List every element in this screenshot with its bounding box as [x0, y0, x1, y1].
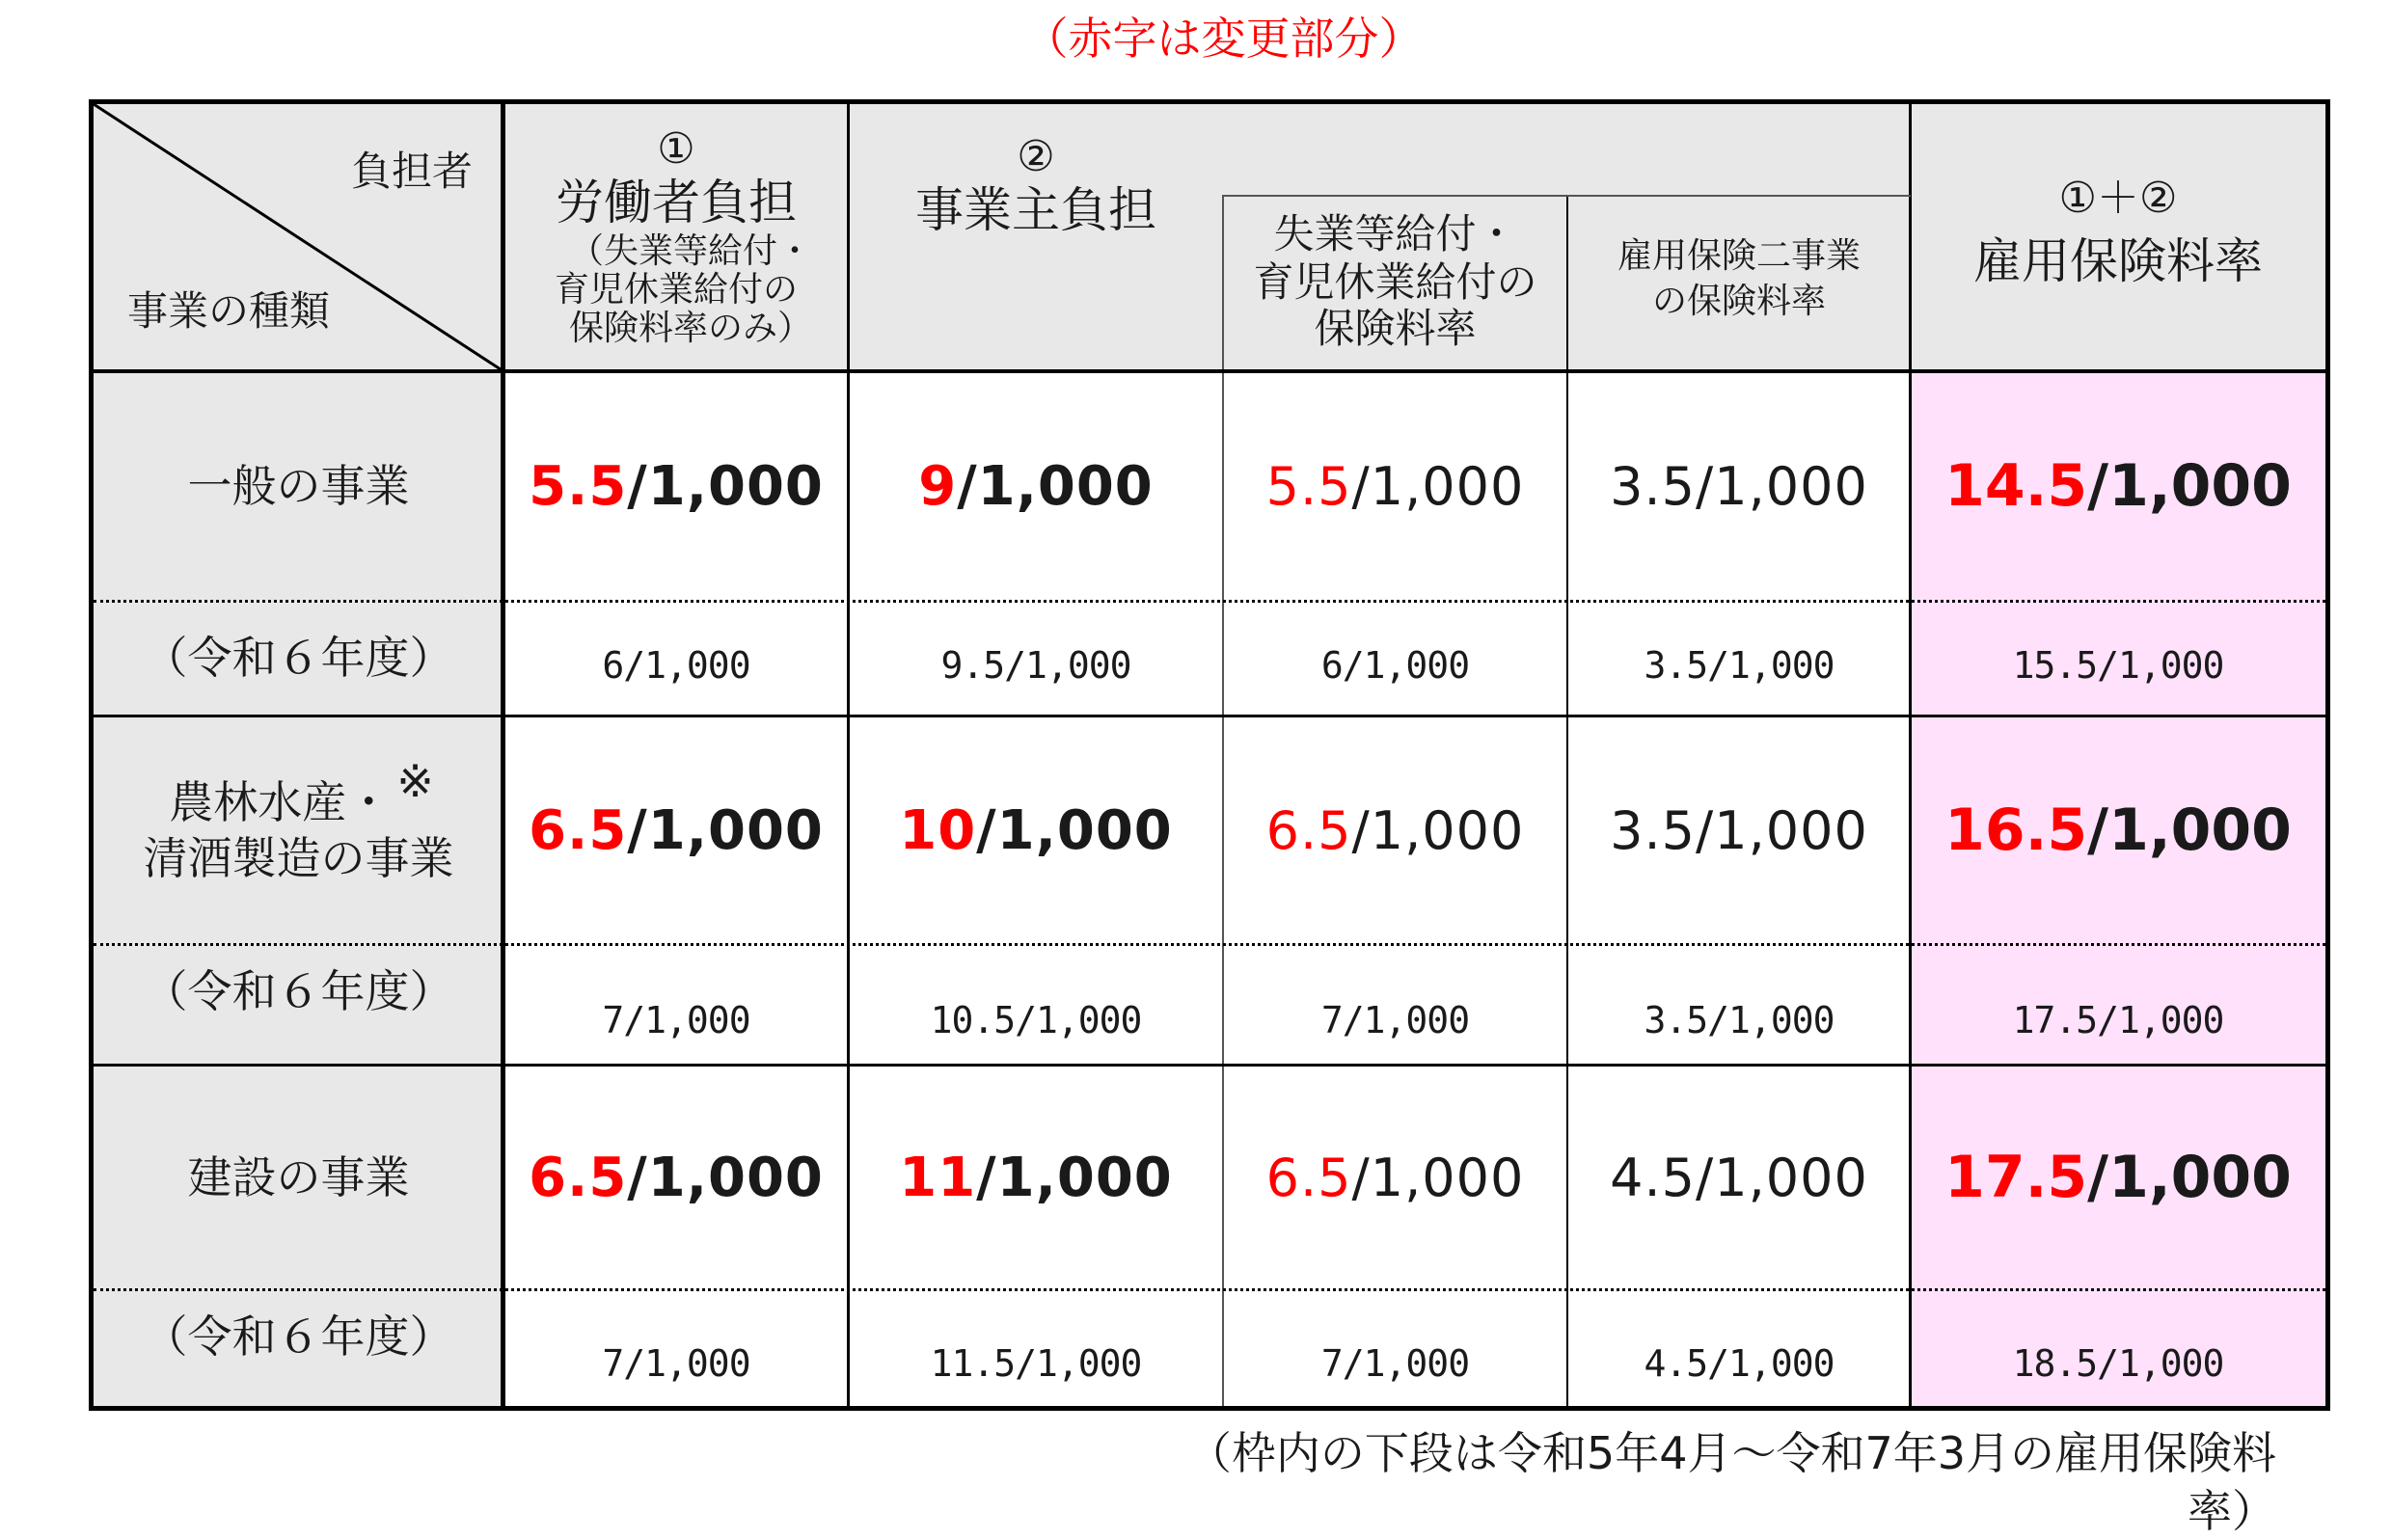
row2-prev-employer: 10.5/1,000: [930, 999, 1142, 1041]
category-agriculture: [94, 717, 503, 943]
row3-prev-employer: 11.5/1,000: [930, 1342, 1142, 1385]
worker-sub2: 育児休業給付の: [554, 270, 798, 310]
row1-prev-total: 15.5/1,000: [2012, 643, 2224, 687]
row1-prev-unemployment: 6/1,000: [1320, 643, 1470, 687]
two-projects-sub2: の保険料率: [1651, 282, 1826, 321]
row1-prev-employer: 9.5/1,000: [940, 643, 1131, 687]
row2-prev-unemployment: 7/1,000: [1320, 999, 1470, 1041]
category-agriculture-line1: 農林水産・: [169, 776, 392, 828]
asterisk-mark: ※: [396, 755, 434, 807]
two-projects-sub1: 雇用保険二事業: [1617, 236, 1861, 276]
row2-total-rate: 16.5 /1,000: [1944, 797, 2292, 864]
row3-employer-rate: 11 /1,000: [899, 1146, 1173, 1209]
row3-total-rate: 17.5 /1,000: [1944, 1144, 2292, 1211]
employer-title: 事業主負担: [915, 182, 1156, 238]
row1-prev-label: （令和６年度）: [143, 632, 454, 684]
row1-worker-rate: 5.5 /1,000: [529, 454, 824, 518]
row1-prev-two-projects: 3.5/1,000: [1644, 643, 1835, 687]
category-construction: 建設の事業: [187, 1151, 410, 1203]
row1-employer-rate: 9 /1,000: [918, 454, 1154, 518]
worker-mark: ①: [657, 124, 695, 174]
row1-prev-worker: 6/1,000: [602, 643, 750, 687]
total-mark: ①＋②: [2058, 174, 2178, 223]
row2-prev-two-projects: 3.5/1,000: [1644, 999, 1835, 1041]
row3-prev-unemployment: 7/1,000: [1320, 1342, 1470, 1385]
worker-title: 労働者負担: [556, 175, 797, 230]
category-general: 一般の事業: [187, 460, 410, 512]
row3-prev-label: （令和６年度）: [143, 1310, 454, 1363]
grid-line: [1222, 195, 1911, 197]
changes-note: （赤字は変更部分）: [1023, 13, 1424, 65]
unemployment-sub1: 失業等給付・: [1273, 210, 1517, 257]
row1-unemployment-rate: 5.5 /1,000: [1265, 455, 1525, 517]
worker-sub3: 保険料率のみ）: [568, 309, 812, 348]
employer-mark: ②: [1017, 132, 1055, 181]
corner-business-label: 事業の種類: [126, 287, 330, 335]
insurance-rate-table: [89, 99, 2330, 1411]
row2-prev-label: （令和６年度）: [143, 965, 454, 1017]
total-title: 雇用保険料率: [1973, 233, 2263, 289]
row3-two-projects-rate: 4.5/1,000: [1610, 1147, 1868, 1208]
row2-worker-rate: 6.5 /1,000: [529, 798, 824, 862]
category-agriculture-line2: 清酒製造の事業: [143, 832, 454, 884]
bottom-note: （枠内の下段は令和5年4月～令和7年3月の雇用保険料率）: [1186, 1427, 2276, 1537]
row2-prev-worker: 7/1,000: [602, 999, 750, 1041]
row3-prev-worker: 7/1,000: [602, 1342, 750, 1385]
corner-burden-label: 負担者: [350, 148, 473, 195]
row1-total-rate: 14.5 /1,000: [1944, 452, 2292, 520]
row2-two-projects-rate: 3.5/1,000: [1610, 799, 1868, 861]
row1-two-projects-rate: 3.5/1,000: [1610, 455, 1868, 517]
row3-prev-total: 18.5/1,000: [2012, 1342, 2224, 1385]
row3-prev-two-projects: 4.5/1,000: [1644, 1342, 1835, 1385]
row2-unemployment-rate: 6.5 /1,000: [1265, 799, 1525, 861]
unemployment-sub2: 育児休業給付の: [1253, 258, 1537, 306]
worker-sub1: （失業等給付・: [568, 231, 812, 271]
unemployment-sub3: 保険料率: [1314, 305, 1477, 352]
row3-unemployment-rate: 6.5 /1,000: [1265, 1147, 1525, 1208]
row2-prev-total: 17.5/1,000: [2012, 999, 2224, 1041]
row3-worker-rate: 6.5 /1,000: [529, 1146, 824, 1209]
row2-employer-rate: 10 /1,000: [899, 798, 1173, 862]
